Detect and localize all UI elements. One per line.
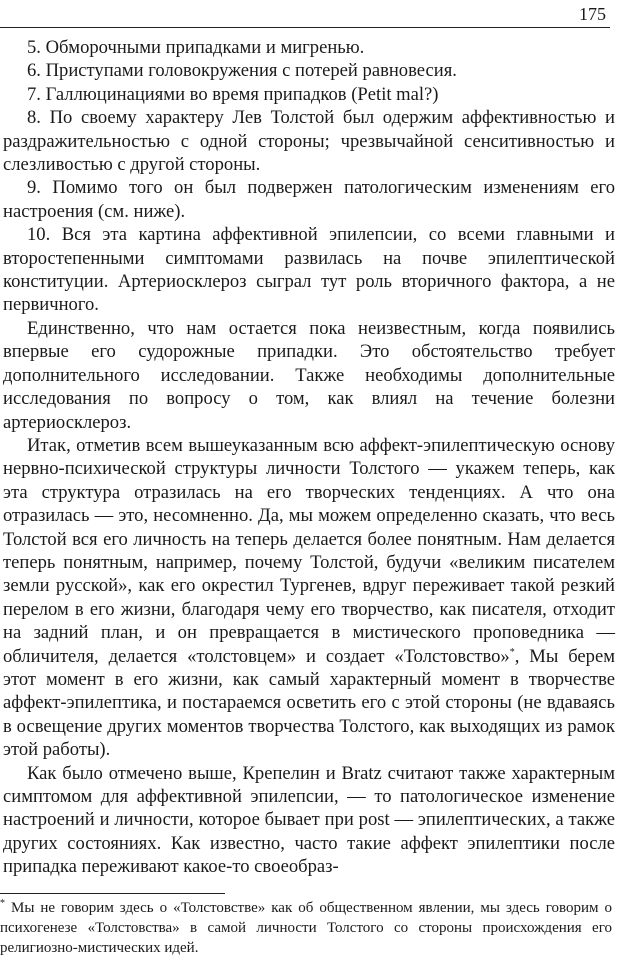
- paragraph-text: Итак, отметив всем вышеуказанным всю аффект-эпилептическую основу нервно-психической структуры личности Толстого — укажем теперь, как эта структура отразилась на его творческих тенденциях. А что она отразилась — это, несомненно. Да, мы можем определенно сказать, что весь Толстой вся его личность на теперь делается более понятным. Нам делается теперь понятным, например, почему Толстой, будучи «великим писателем земли русской», как его окрестил Тургенев, вдруг переживает такой резкий перелом в его жизни, благодаря чему его творчество, как писателя, отходит на задний план, и он превращается в мистического проповедника — обличителя, делается «толстовцем» и создает «Толстовство»: [3, 434, 615, 667]
- paragraph: Единственно, что нам остается пока неизвестным, когда появились впервые его судорожные припадки. Это обстоятельство требует дополнительного исследовании. Также необходимы дополнительные исследования по вопросу о том, как влиял на течение болезни артериосклероз.: [3, 317, 615, 433]
- paragraph: 5. Обморочными припадками и мигренью.: [27, 37, 365, 58]
- paragraph: 8. По своему характеру Лев Толстой был одержим аффективностью и раздражительностью с одной стороны; чрезвычайной сенситивностью и слезливостью с другой стороны.: [3, 107, 615, 176]
- paragraph: Как было отмечено выше, Крепелин и Bratz считают также характерным симптомом для аффективной эпилепсии, — то патологическое изменение настроений и личности, которое бывает при post — эпилептических, а также других состояниях. Как известно, часто такие аффект эпилептики после припадка переживают какое-то своеобраз-: [3, 762, 615, 878]
- paragraph: [3, 434, 615, 762]
- footnote: [0, 898, 612, 958]
- paragraph: 9. Помимо того он был подвержен патологическим изменениям его настроения (см. ниже).: [3, 177, 615, 222]
- paragraph: 7. Галлюцинациями во время припадков (Petit mal?): [27, 83, 439, 105]
- footnote-text: Мы не говорим здесь о «Толстовстве» как об общественном явлении, мы здесь говорим о психогенезе «Толстовства» в самой личности Толстого со стороны происхождения его религиозно-мистических идей.: [0, 900, 612, 956]
- footnote-marker: *: [509, 646, 515, 658]
- body-text: [3, 36, 615, 879]
- paragraph: 6. Приступами головокружения с потерей равновесия.: [27, 60, 457, 82]
- footnote-marker: *: [0, 898, 5, 909]
- header-rule: [0, 27, 610, 28]
- page-number: 175: [579, 4, 606, 24]
- paragraph: 10. Вся эта картина аффективной эпилепсии, со всеми главными и второстепенными симптомами развилась на почве эпилептической конституции. Артериосклероз сыграл тут роль вторичного фактора, а не первичного.: [3, 224, 615, 316]
- paragraph-text: , Мы берем этот момент в его жизни, как самый характерный момент в творчестве аффект-эпилептика, и постараемся осветить его с этой стороны (не вдаваясь в освещение других моментов творчества Толстого, как выходящих из рамок этой работы).: [3, 645, 615, 761]
- footnote-rule: [0, 893, 225, 894]
